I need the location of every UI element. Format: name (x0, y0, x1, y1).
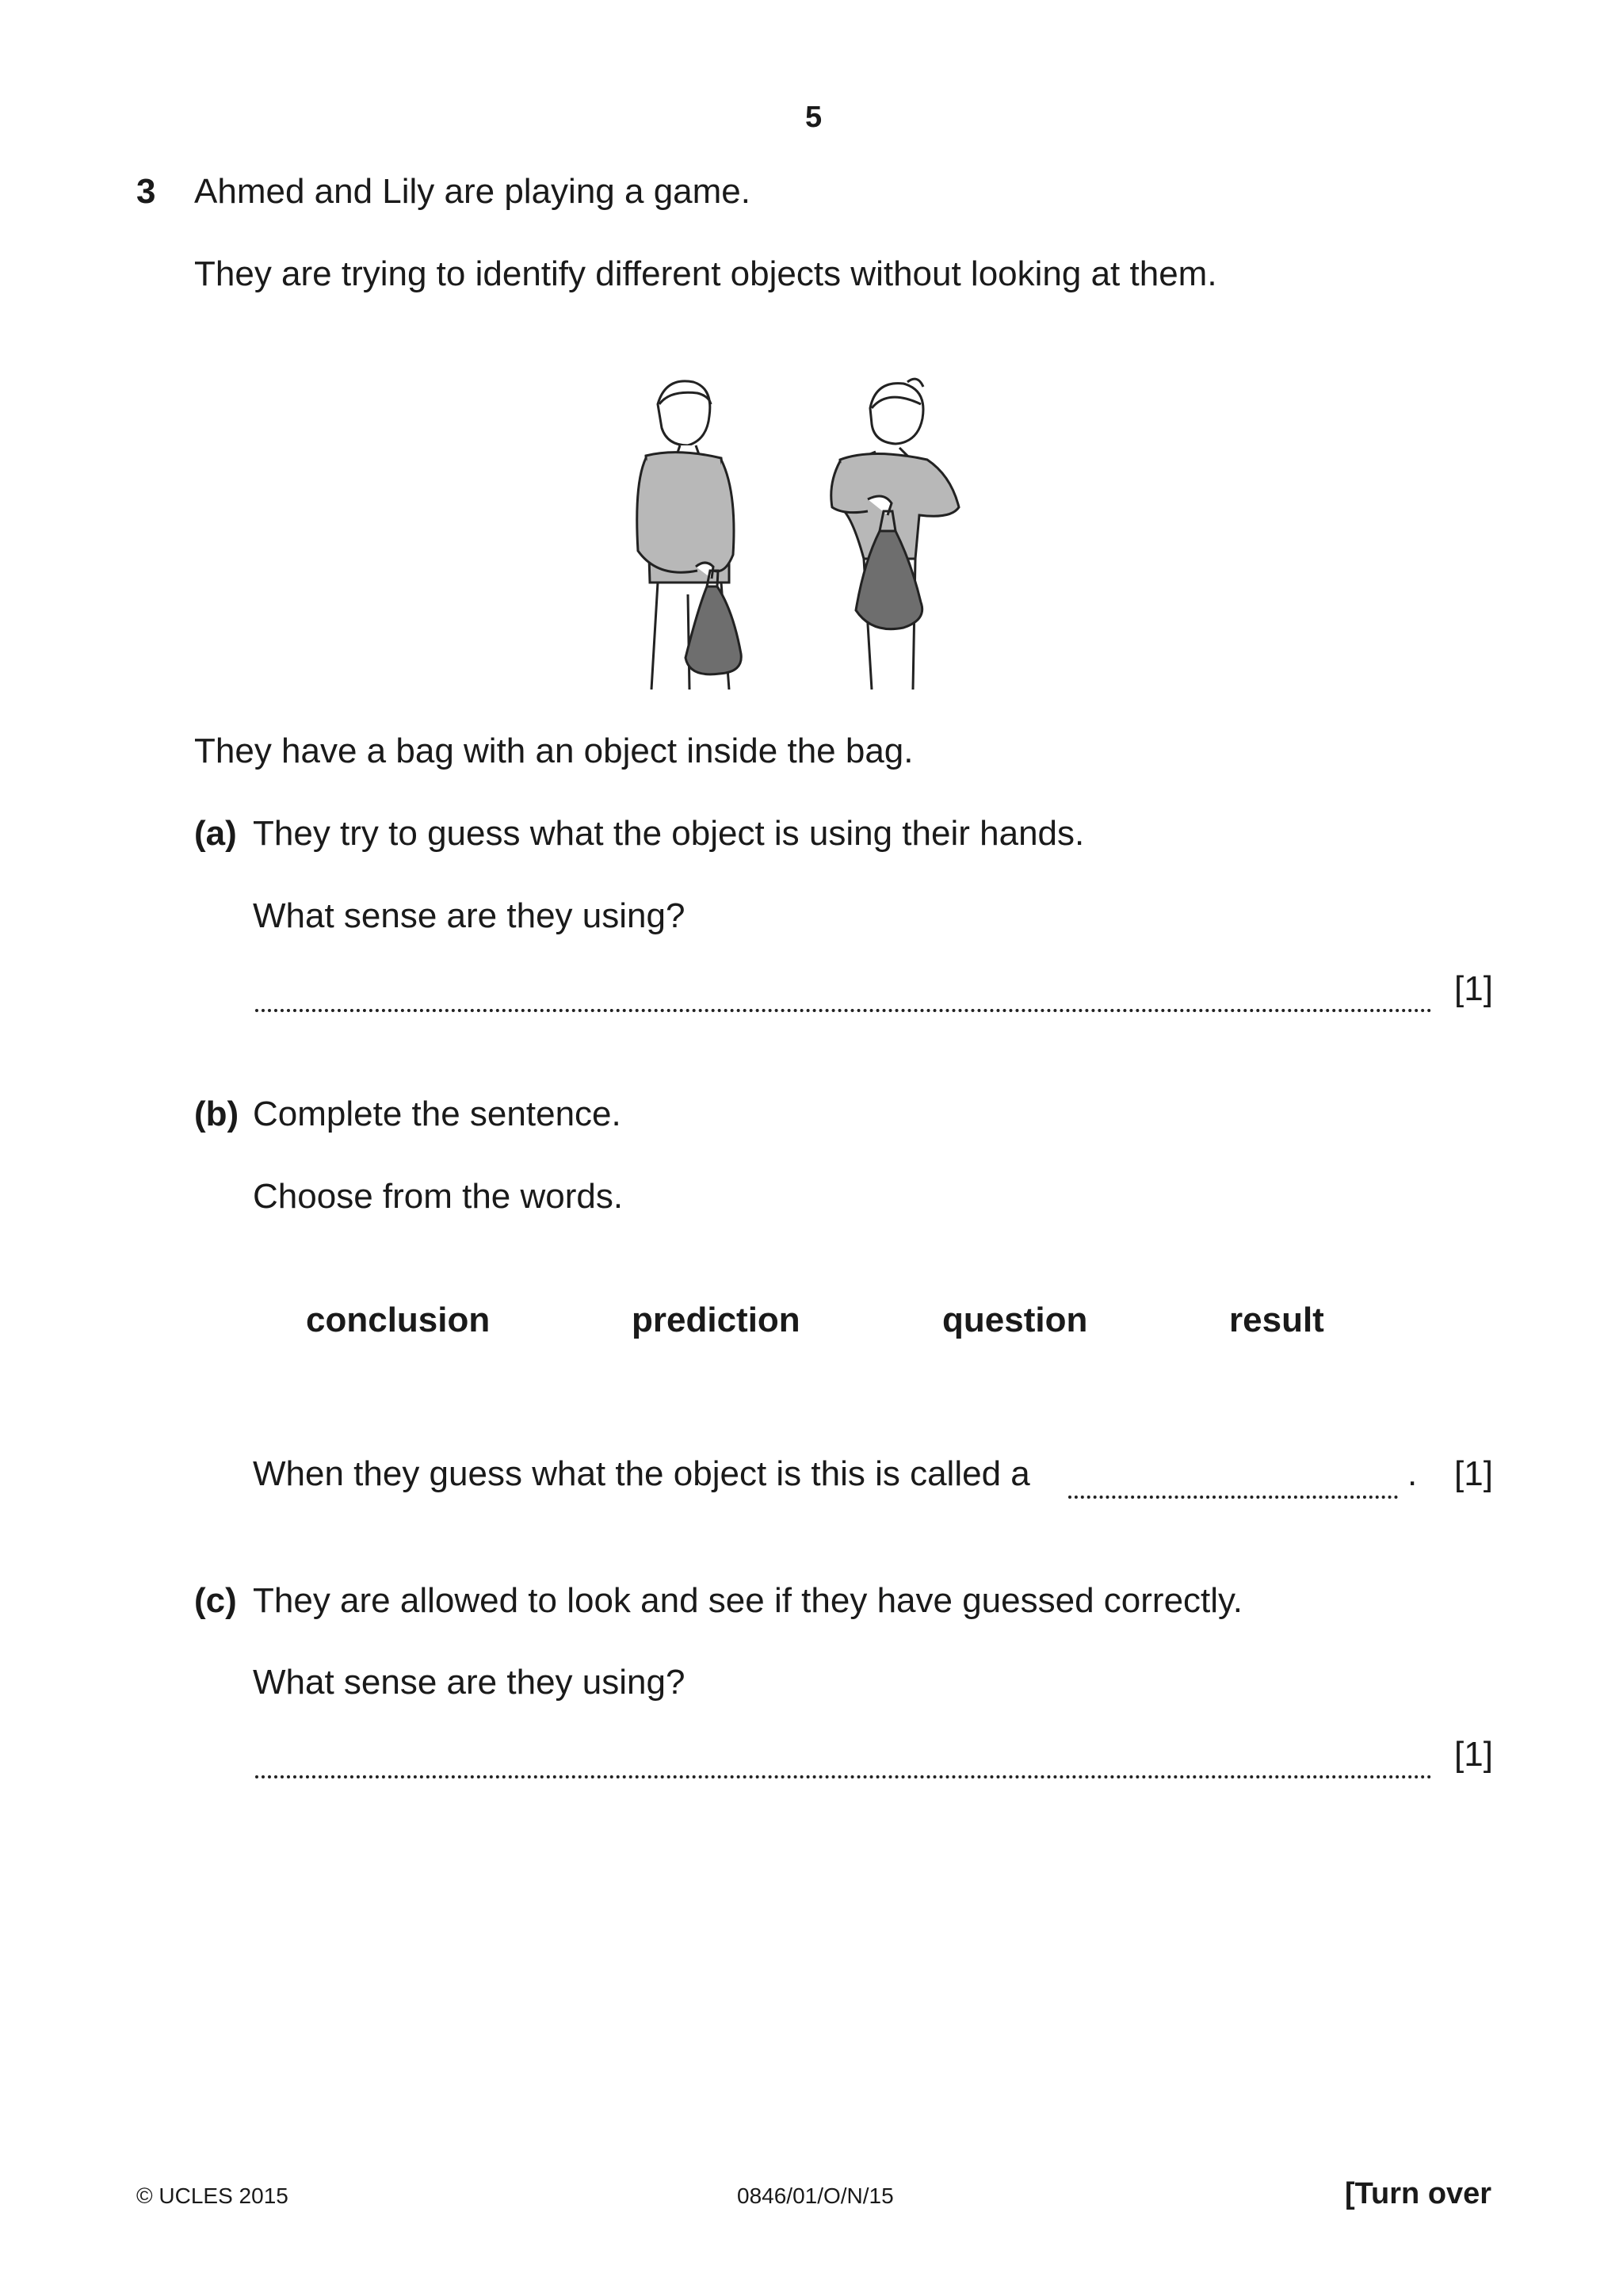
word-option-question: question (942, 1301, 1088, 1339)
part-c-text: They are allowed to look and see if they have guessed correctly. (253, 1581, 1243, 1620)
part-b-end-punct: . (1407, 1454, 1418, 1493)
part-b-sentence: When they guess what the object is this is called a (253, 1454, 1030, 1493)
word-option-conclusion: conclusion (306, 1301, 491, 1339)
part-b-label: (b) (194, 1095, 239, 1133)
part-b-answer-line[interactable] (1068, 1496, 1398, 1499)
part-a-marks: [1] (1454, 969, 1493, 1008)
question-context: They have a bag with an object inside the bag. (194, 732, 914, 770)
part-a-text: They try to guess what the object is using their hands. (253, 814, 1085, 853)
part-b-prompt: Choose from the words. (253, 1177, 624, 1216)
part-a-answer-line[interactable] (255, 1009, 1432, 1012)
question-number: 3 (136, 172, 156, 211)
question-intro-1: Ahmed and Lily are playing a game. (194, 172, 750, 211)
page-number: 5 (805, 101, 823, 134)
part-b-marks: [1] (1454, 1454, 1493, 1493)
part-c-answer-line[interactable] (255, 1775, 1432, 1778)
part-c-label: (c) (194, 1581, 237, 1620)
part-a-label: (a) (194, 814, 237, 853)
question-intro-2: They are trying to identify different objects without looking at them. (194, 254, 1217, 293)
boy-bag (685, 586, 741, 674)
word-option-prediction: prediction (632, 1301, 800, 1339)
footer-paper-code: 0846/01/O/N/15 (737, 2183, 894, 2208)
part-b-text: Complete the sentence. (253, 1095, 621, 1133)
footer-copyright: © UCLES 2015 (136, 2183, 288, 2208)
children-with-bags-illustration (602, 372, 1014, 690)
part-c-prompt: What sense are they using? (253, 1663, 685, 1702)
part-c-marks: [1] (1454, 1735, 1493, 1774)
word-option-result: result (1229, 1301, 1324, 1339)
part-a-prompt: What sense are they using? (253, 896, 685, 935)
footer-turn-over: [Turn over (1345, 2177, 1492, 2210)
